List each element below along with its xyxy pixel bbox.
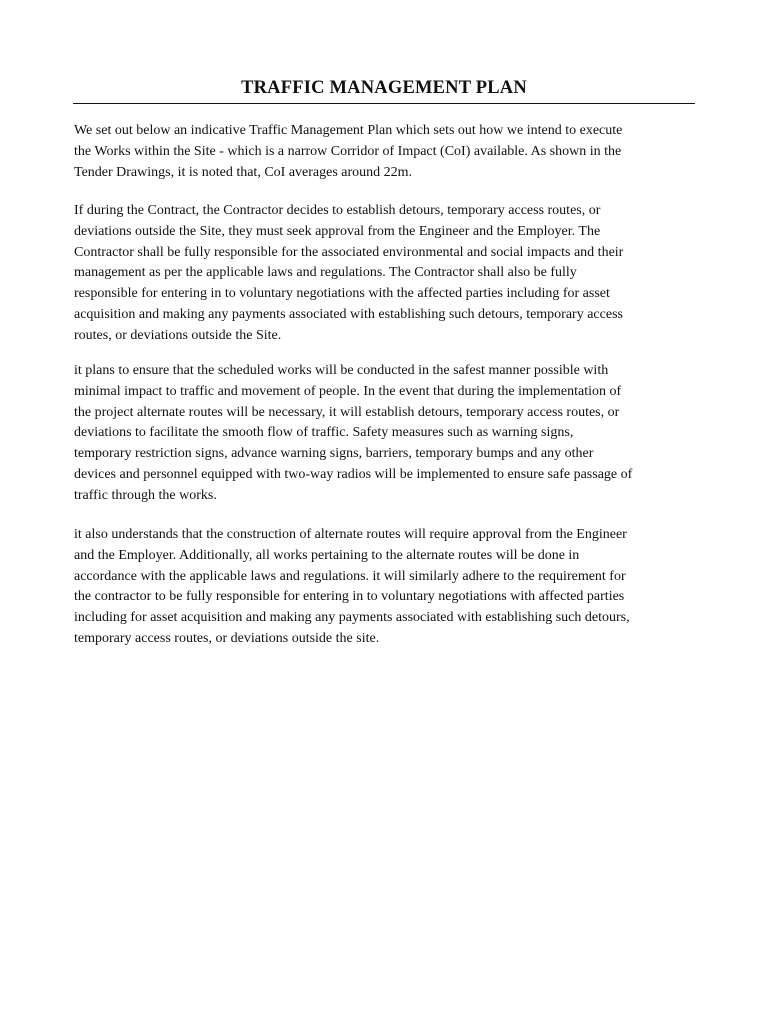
text-line: devices and personnel equipped with two-way radios will be implemented to ensure safe passage of xyxy=(74,466,633,482)
text-line: and the Employer. Additionally, all works pertaining to the alternate routes will be done in xyxy=(74,547,580,563)
text-line: If during the Contract, the Contractor decides to establish detours, temporary access routes, or xyxy=(74,203,601,218)
page-title: TRAFFIC MANAGEMENT PLAN xyxy=(241,78,527,98)
text-line: deviations to facilitate the smooth flow of traffic. Safety measures such as warning signs, xyxy=(74,425,574,441)
text-line: deviations outside the Site, they must seek approval from the Engineer and the Employer. The xyxy=(74,223,601,239)
text-line: temporary access routes, or deviations outside the site. xyxy=(74,630,380,646)
text-line: We set out below an indicative Traffic Management Plan which sets out how we intend to execute xyxy=(74,123,623,138)
text-line: traffic through the works. xyxy=(74,487,217,503)
text-line: it also understands that the construction of alternate routes will require approval from the Engineer xyxy=(74,527,627,542)
text-line: acquisition and making any payments associated with establishing such detours, temporary access xyxy=(74,306,623,322)
text-line: the contractor to be fully responsible for entering in to voluntary negotiations with affected parties xyxy=(74,589,625,605)
text-line: management as per the applicable laws and regulations. The Contractor shall also be fully xyxy=(74,265,577,281)
text-line: the project alternate routes will be necessary, it will establish detours, temporary access routes, or xyxy=(74,404,620,420)
paragraph-alternate-routes xyxy=(74,525,696,650)
text-line: responsible for entering in to voluntary negotiations with the affected parties including for asset xyxy=(74,286,610,302)
text-line: temporary restriction signs, advance warning signs, barriers, temporary bumps and any other xyxy=(74,446,594,462)
text-line: Contractor shall be fully responsible for the associated environmental and social impacts and their xyxy=(74,244,624,260)
text-line: Tender Drawings, it is noted that, CoI averages around 22m. xyxy=(74,164,413,180)
paragraph-intro xyxy=(74,121,696,183)
text-line: minimal impact to traffic and movement of people. In the event that during the implementation of xyxy=(74,383,622,399)
text-line: accordance with the applicable laws and regulations. it will similarly adhere to the requirement for xyxy=(74,568,626,584)
text-line: it plans to ensure that the scheduled works will be conducted in the safest manner possible with xyxy=(74,363,609,378)
paragraph-safety-measures xyxy=(74,361,696,507)
title-block xyxy=(73,76,695,104)
paragraph-contractor-detours xyxy=(74,201,696,347)
text-line: the Works within the Site - which is a narrow Corridor of Impact (CoI) available. As shown in the xyxy=(74,143,622,159)
text-line: including for asset acquisition and making any payments associated with establishing such detours, xyxy=(74,610,630,626)
text-line: routes, or deviations outside the Site. xyxy=(74,327,282,343)
